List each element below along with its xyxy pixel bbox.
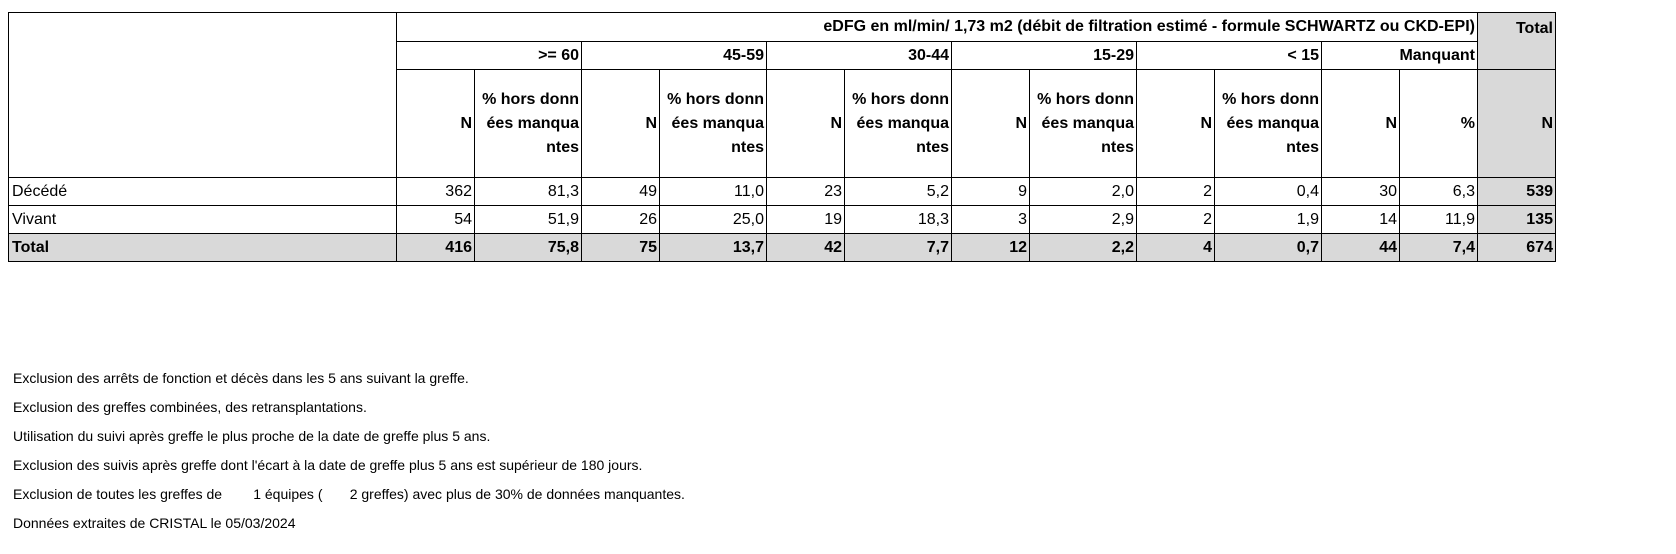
footnote: Exclusion des greffes combinées, des retransplantations. — [13, 399, 367, 415]
cell: 26 — [582, 206, 660, 234]
row-total: 674 — [1478, 234, 1556, 262]
cell: 42 — [767, 234, 845, 262]
footnote: Données extraites de CRISTAL le 05/03/2024 — [13, 515, 296, 531]
category-header: 45-59 — [582, 42, 767, 70]
cell: 13,7 — [660, 234, 767, 262]
cell: 51,9 — [475, 206, 582, 234]
col-pct-header: % hors données manquantes — [1215, 70, 1322, 178]
footnote: Exclusion des arrêts de fonction et décès dans les 5 ans suivant la greffe. — [13, 370, 469, 386]
col-n-header: N — [767, 70, 845, 178]
col-pct-header: % hors données manquantes — [845, 70, 952, 178]
footnote: Utilisation du suivi après greffe le plus proche de la date de greffe plus 5 ans. — [13, 428, 491, 444]
cell: 2,9 — [1030, 206, 1137, 234]
col-pct-header: % hors données manquantes — [475, 70, 582, 178]
cell: 75 — [582, 234, 660, 262]
row-total: 539 — [1478, 178, 1556, 206]
footnote: Exclusion des suivis après greffe dont l'écart à la date de greffe plus 5 ans est supérieur de 180 jours. — [13, 457, 643, 473]
category-header: 15-29 — [952, 42, 1137, 70]
cell: 7,4 — [1400, 234, 1478, 262]
cell: 14 — [1322, 206, 1400, 234]
cell: 0,7 — [1215, 234, 1322, 262]
col-n-header: N — [952, 70, 1030, 178]
cell: 11,0 — [660, 178, 767, 206]
table-row — [9, 206, 1556, 234]
cell: 11,9 — [1400, 206, 1478, 234]
cell: 0,4 — [1215, 178, 1322, 206]
category-header: Manquant — [1322, 42, 1478, 70]
cell: 416 — [397, 234, 475, 262]
cell: 49 — [582, 178, 660, 206]
cell: 75,8 — [475, 234, 582, 262]
cell: 1,9 — [1215, 206, 1322, 234]
cell: 2 — [1137, 206, 1215, 234]
cell: 362 — [397, 178, 475, 206]
row-label: Total — [9, 234, 397, 262]
cell: 44 — [1322, 234, 1400, 262]
col-n-header: N — [397, 70, 475, 178]
table-total-row — [9, 234, 1556, 262]
row-label: Décédé — [9, 178, 397, 206]
cell: 4 — [1137, 234, 1215, 262]
cell: 3 — [952, 206, 1030, 234]
col-pct-missing-header: % — [1400, 70, 1478, 178]
cell: 30 — [1322, 178, 1400, 206]
row-label: Vivant — [9, 206, 397, 234]
col-n-header: N — [1137, 70, 1215, 178]
col-n-header: N — [582, 70, 660, 178]
cell: 5,2 — [845, 178, 952, 206]
category-header: 30-44 — [767, 42, 952, 70]
cell: 9 — [952, 178, 1030, 206]
cell: 54 — [397, 206, 475, 234]
cell: 23 — [767, 178, 845, 206]
category-header: < 15 — [1137, 42, 1322, 70]
results-table — [8, 12, 1556, 262]
total-n-header: N — [1478, 70, 1556, 178]
cell: 2,0 — [1030, 178, 1137, 206]
cell: 19 — [767, 206, 845, 234]
row-total: 135 — [1478, 206, 1556, 234]
corner-cell — [9, 13, 397, 178]
total-header: Total — [1478, 13, 1556, 70]
group-header: eDFG en ml/min/ 1,73 m2 (débit de filtration estimé - formule SCHWARTZ ou CKD-EPI) — [397, 13, 1478, 42]
category-header: >= 60 — [397, 42, 582, 70]
cell: 25,0 — [660, 206, 767, 234]
col-pct-header: % hors données manquantes — [1030, 70, 1137, 178]
cell: 6,3 — [1400, 178, 1478, 206]
cell: 12 — [952, 234, 1030, 262]
cell: 2 — [1137, 178, 1215, 206]
table-row — [9, 178, 1556, 206]
cell: 81,3 — [475, 178, 582, 206]
col-n-header: N — [1322, 70, 1400, 178]
cell: 7,7 — [845, 234, 952, 262]
cell: 18,3 — [845, 206, 952, 234]
col-pct-header: % hors données manquantes — [660, 70, 767, 178]
cell: 2,2 — [1030, 234, 1137, 262]
footnotes — [13, 364, 685, 538]
footnote: Exclusion de toutes les greffes de 1 équipes ( 2 greffes) avec plus de 30% de données manquantes. — [13, 486, 685, 502]
